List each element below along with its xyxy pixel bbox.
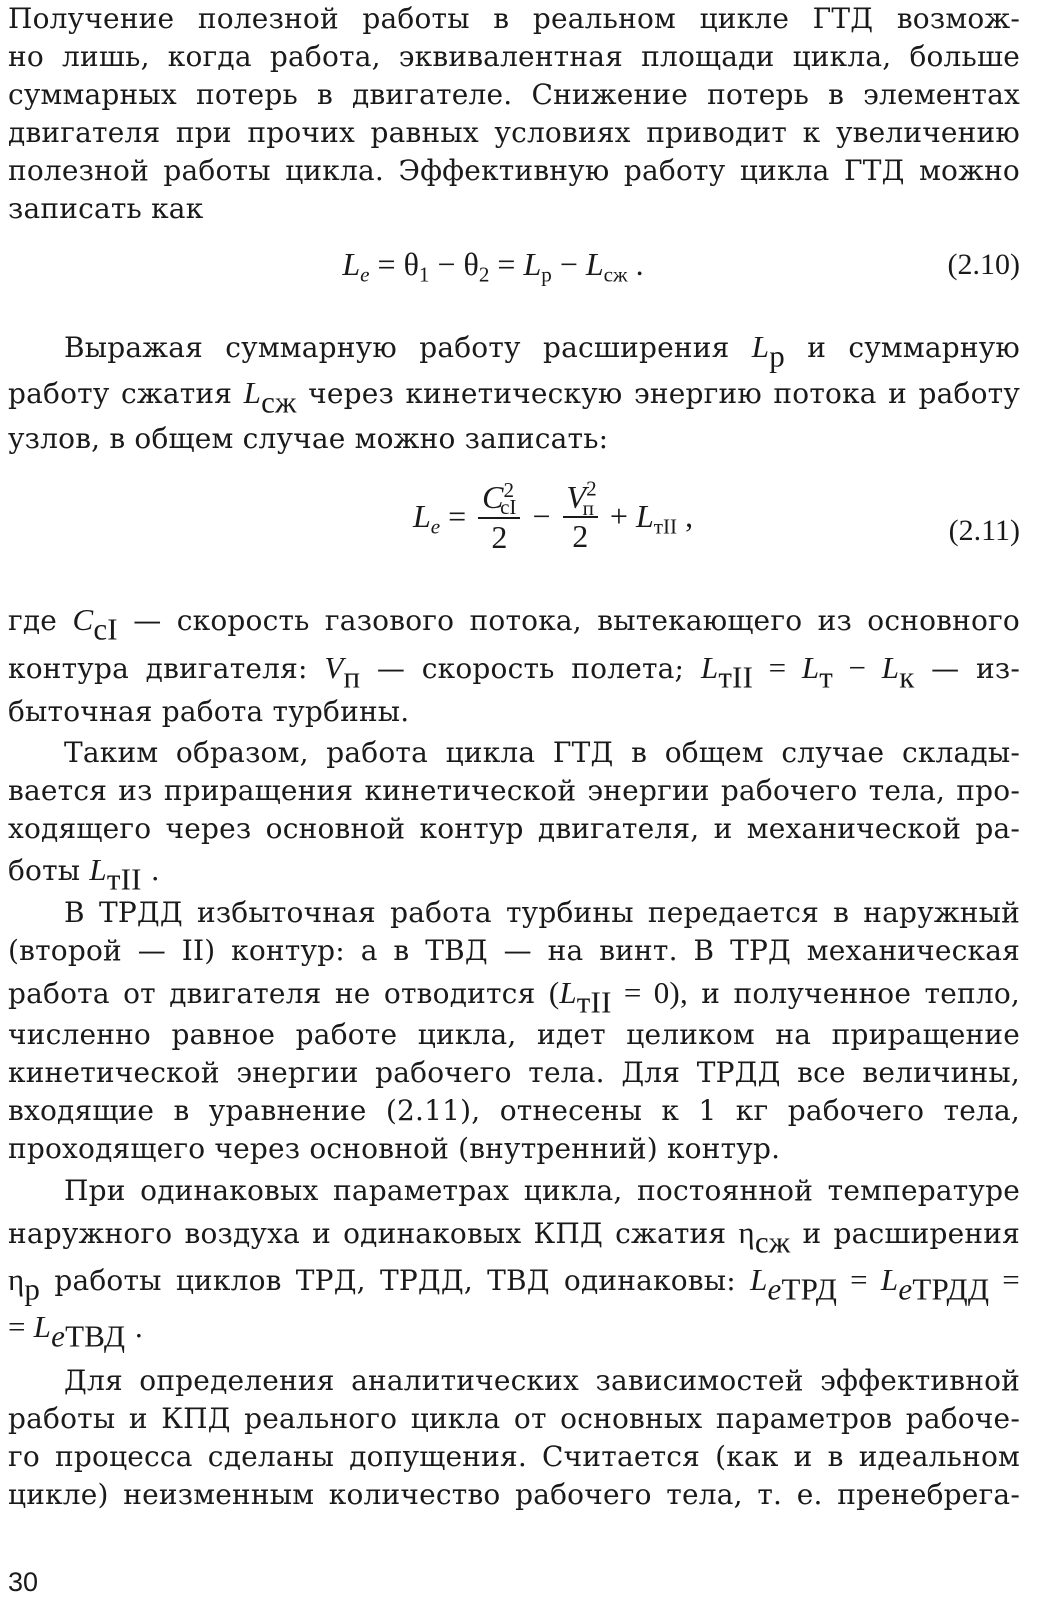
text-line: контура двигателя: $V_п$ — скорость полета; $L_{тII} = L_т - L_к$ — из- xyxy=(8,650,1020,695)
text-line: работу сжатия $L_{сж}$ через кинетическую энергию потока и работу xyxy=(8,375,1020,420)
text-line: быточная работа турбины. xyxy=(8,695,410,728)
text-line: записать как xyxy=(8,192,204,225)
text-line: В ТРДД избыточная работа турбины передается в наружный xyxy=(64,896,1020,929)
text-line: вается из приращения кинетической энергии рабочего тела, про- xyxy=(8,774,1020,807)
text-line: работы и КПД реального цикла от основных параметров рабоче- xyxy=(8,1402,1020,1435)
text-line: проходящего через основной (внутренний) контур. xyxy=(8,1132,781,1165)
page-number: 30 xyxy=(8,1567,39,1597)
text-line: = $L_{eТВД}$ . xyxy=(8,1309,144,1354)
paragraph-1 xyxy=(8,0,1020,228)
text-line: Для определения аналитических зависимостей эффективной xyxy=(64,1364,1020,1397)
paragraph-4 xyxy=(8,734,1020,897)
text-line: входящие в уравнение (2.11), отнесены к 1 кг рабочего тела, xyxy=(8,1094,1020,1127)
paragraph-3 xyxy=(8,596,1020,732)
text-line: (второй — II) контур: а в ТВД — на винт. В ТРД механическая xyxy=(8,934,1020,967)
equation-2-11: $L_e$ = $\frac{C^2_{cI}}{2}$ − $\frac{V^2_п}{2}$ + $L_{тII}$ , xyxy=(412,476,694,555)
equation-2-10: $L_e = \theta_1 - \theta_2 = L_р - L_{сж}$ . xyxy=(342,246,644,287)
text-line: численно равное работе цикла, идет целиком на приращение xyxy=(8,1018,1020,1051)
text-line: узлов, в общем случае можно записать: xyxy=(8,422,609,455)
equation-number: (2.10) xyxy=(947,248,1020,281)
fraction: $\frac{C^2_{cI}}{2}$ xyxy=(478,478,520,555)
paragraph-6 xyxy=(8,1172,1021,1354)
text-line: двигателя при прочих равных условиях приводит к увеличению xyxy=(8,116,1020,149)
text-line: суммарных потерь в двигателе. Снижение потерь в элементах xyxy=(8,78,1020,111)
text-line: но лишь, когда работа, эквивалентная площади цикла, больше xyxy=(8,40,1020,73)
fraction: $\frac{V^2_п}{2}$ xyxy=(563,478,598,554)
text-line: где $C_{cI}$ — скорость газового потока, вытекающего из основного xyxy=(8,602,1020,647)
paragraph-2 xyxy=(8,324,1020,462)
equation-number: (2.11) xyxy=(948,514,1020,547)
text-line: кинетической энергии рабочего тела. Для ТРДД все величины, xyxy=(8,1056,1020,1089)
text-line: $\eta_р$ работы циклов ТРД, ТРДД, ТВД одинаковы: $L_{eТРД} = L_{eТРДД}$ = xyxy=(8,1262,1020,1307)
text-line: При одинаковых параметрах цикла, постоянной температуре xyxy=(64,1174,1020,1207)
text-line: ходящего через основной контур двигателя, и механической ра- xyxy=(8,812,1020,845)
text-line: Таким образом, работа цикла ГТД в общем случае склады- xyxy=(64,736,1020,769)
text-line: полезной работы цикла. Эффективную работу цикла ГТД можно xyxy=(8,154,1020,187)
text-line: работа от двигателя не отводится $(L_{тII} = 0)$, и полученное тепло, xyxy=(8,975,1020,1020)
text-line: боты $L_{тII}$ . xyxy=(8,852,160,897)
paragraph-7 xyxy=(8,1362,1020,1514)
text-line: го процесса сделаны допущения. Считается (как и в идеальном xyxy=(8,1440,1020,1473)
paragraph-5 xyxy=(8,894,1020,1168)
text-line: цикле) неизменным количество рабочего тела, т. е. пренебрега- xyxy=(8,1478,1020,1511)
text-line: Выражая суммарную работу расширения $L_р$ и суммарную xyxy=(64,329,1021,374)
text-line: наружного воздуха и одинаковых КПД сжатия $\eta_{сж}$ и расширения xyxy=(8,1215,1021,1260)
text-line: Получение полезной работы в реальном цикле ГТД возмож- xyxy=(8,2,1020,35)
